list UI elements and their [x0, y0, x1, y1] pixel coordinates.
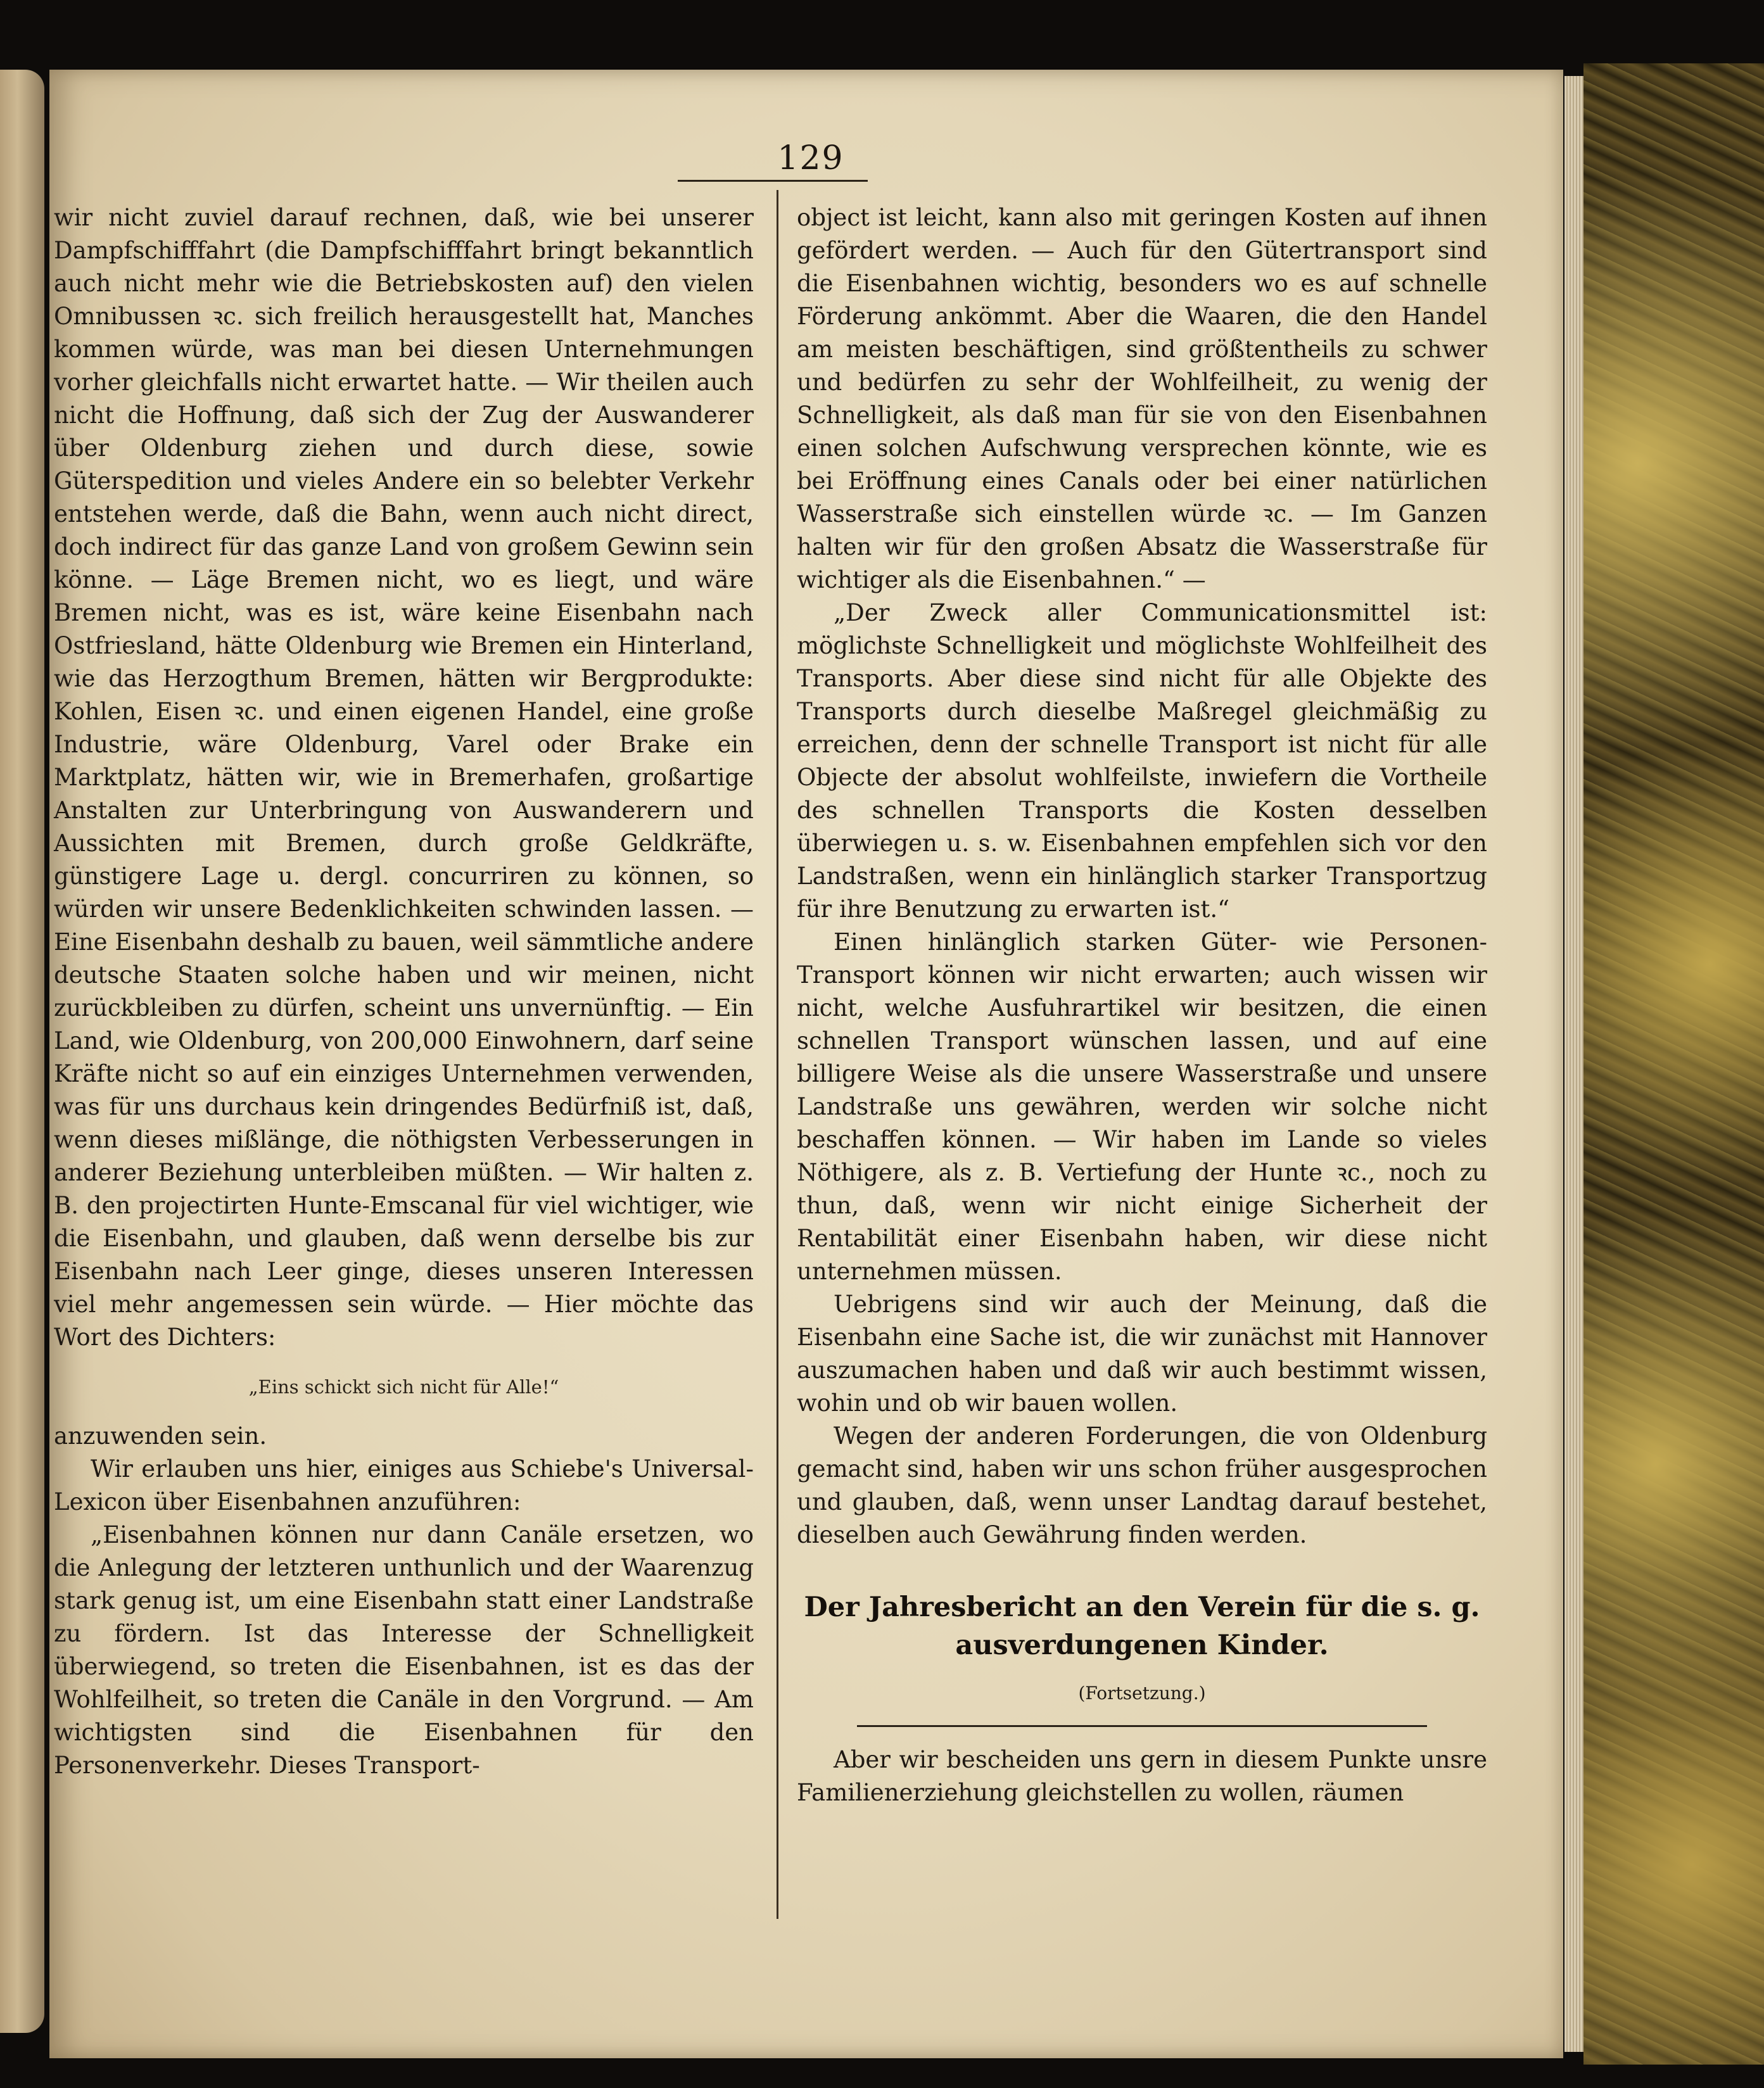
right-column: [797, 201, 1487, 1809]
header-rule: [678, 180, 868, 182]
paragraph: object ist leicht, kann also mit geringen Kosten auf ihnen gefördert werden. — Auch für den Gütertransport sind die Eisenbahnen wichtig, besonders wo es auf schnelle Förderung ankömmt. Aber die Waaren, die den Handel am meisten beschäftigen, sind größtentheils zu schwer und bedürfen zu sehr der Wohlfeilheit, zu wenig der Schnelligkeit, als daß man für sie von den Eisenbahnen einen solchen Aufschwung versprechen könnte, wie es bei Eröffnung eines Canals oder bei einer natürlichen Wasserstraße sich einstellen würde ꝛc. — Im Ganzen halten wir für den großen Absatz die Wasserstraße für wichtiger als die Eisenbahnen.“ —: [797, 204, 1487, 593]
paragraph: „Der Zweck aller Communicationsmittel ist: möglichste Schnelligkeit und möglichste Wohlfeilheit des Transports. Aber diese sind nicht für alle Objekte des Transports durch dieselbe Maßregel gleichmäßig zu erreichen, denn der schnelle Transport ist nicht für alle Objecte der absolut wohlfeilste, inwiefern die Vortheile des schnellen Transports die Kosten desselben überwiegen u. s. w. Eisenbahnen empfehlen sich vor den Landstraßen, wenn ein hinlänglich starker Transportzug für ihre Benutzung zu erwarten ist.“: [797, 599, 1487, 923]
paragraph: Uebrigens sind wir auch der Meinung, daß die Eisenbahn eine Sache ist, die wir zunächst mit Hannover auszumachen haben und daß wir auch bestimmt wissen, wohin und ob wir bauen wollen.: [797, 1291, 1487, 1417]
page-edges: [1564, 76, 1583, 2052]
paragraph: Aber wir bescheiden uns gern in diesem Punkte unsre Familienerziehung gleichstellen zu wollen, räumen: [797, 1746, 1487, 1806]
paragraph: Wegen der anderen Forderungen, die von Oldenburg gemacht sind, haben wir uns schon früher ausgesprochen und glauben, daß, wenn unser Landtag darauf bestehet, dieselben auch Gewährung finden werden.: [797, 1422, 1487, 1548]
quotation: „Eins schickt sich nicht für Alle!“: [248, 1376, 559, 1398]
paragraph: anzuwenden sein.: [54, 1422, 267, 1450]
continued-note: (Fortsetzung.): [1078, 1683, 1206, 1704]
paragraph: Wir erlauben uns hier, einiges aus Schiebe's Universal-Lexicon über Eisenbahnen anzuführen:: [54, 1455, 754, 1515]
paragraph: Einen hinlänglich starken Güter- wie Personen-Transport können wir nicht erwarten; auch wissen wir nicht, welche Ausfuhrartikel wir besitzen, die einen schnellen Transport wünschen lassen, und auf eine billigere Weise als die unsere Wasserstraße und unsere Landstraße uns gewähren, werden wir solche nicht beschaffen können. — Wir haben im Lande so vieles Nöthigere, als z. B. Vertiefung der Hunte ꝛc., noch zu thun, daß, wenn wir nicht einige Sicherheit der Rentabilität einer Eisenbahn haben, wir diese nicht unternehmen müssen.: [797, 928, 1487, 1285]
left-column: [54, 201, 754, 1782]
paragraph: wir nicht zuviel darauf rechnen, daß, wie bei unserer Dampfschifffahrt (die Dampfschifffahrt bringt bekanntlich auch nicht mehr wie die Betriebskosten auf) den vielen Omnibussen ꝛc. sich freilich herausgestellt hat, Manches kommen würde, was man bei diesen Unternehmungen vorher gleichfalls nicht erwartet hatte. — Wir theilen auch nicht die Hoffnung, daß sich der Zug der Auswanderer über Oldenburg ziehen und durch diese, sowie Güterspedition und vieles Andere ein so belebter Verkehr entstehen werde, daß die Bahn, wenn auch nicht direct, doch indirect für das ganze Land von großem Gewinn sein könne. — Läge Bremen nicht, wo es liegt, und wäre Bremen nicht, was es ist, wäre keine Eisenbahn nach Ostfriesland, hätte Oldenburg wie Bremen ein Hinterland, wie das Herzogthum Bremen, hätten wir Bergprodukte: Kohlen, Eisen ꝛc. und einen eigenen Handel, eine große Industrie, wäre Oldenburg, Varel oder Brake ein Marktplatz, hätten wir, wie in Bremerhafen, großartige Anstalten zur Unterbringung von Auswanderern und Aussichten mit Bremen, durch große Geldkräfte, günstigere Lage u. dergl. concurriren zu können, so würden wir unsere Bedenklichkeiten schwinden lassen. — Eine Eisenbahn deshalb zu bauen, weil sämmtliche andere deutsche Staaten solche haben und wir meinen, nicht zurückbleiben zu dürfen, scheint uns unvernünftig. — Ein Land, wie Oldenburg, von 200,000 Einwohnern, darf seine Kräfte nicht so auf ein einziges Unternehmen verwenden, was für uns durchaus kein dringendes Bedürfniß ist, daß, wenn dieses mißlänge, die nöthigsten Verbesserungen in anderer Beziehung unterbleiben müßten. — Wir halten z. B. den projectirten Hunte-Emscanal für viel wichtiger, wie die Eisenbahn, und glauben, daß wenn derselbe bis zur Eisenbahn nach Leer ginge, dieses unseren Interessen viel mehr angemessen sein würde. — Hier möchte das Wort des Dichters:: [54, 204, 754, 1351]
paragraph: „Eisenbahnen können nur dann Canäle ersetzen, wo die Anlegung der letzteren unthunlich und der Waarenzug stark genug ist, um eine Eisenbahn statt einer Landstraße zu fördern. Ist das Interesse der Schnelligkeit überwiegend, so treten die Eisenbahnen, ist es das der Wohlfeilheit, so treten die Canäle in den Vorgrund. — Am wichtigsten sind die Eisenbahnen für den Personenverkehr. Dieses Transport-: [54, 1521, 754, 1779]
marbled-cover: [1583, 63, 1764, 2065]
section-title: Der Jahresbericht an den Verein für die s. g. ausverdungenen Kinder.: [804, 1591, 1480, 1661]
section-rule: [857, 1725, 1427, 1727]
left-page-edge: [0, 70, 44, 2033]
page-number: 129: [777, 139, 844, 177]
column-divider: [777, 190, 778, 1919]
